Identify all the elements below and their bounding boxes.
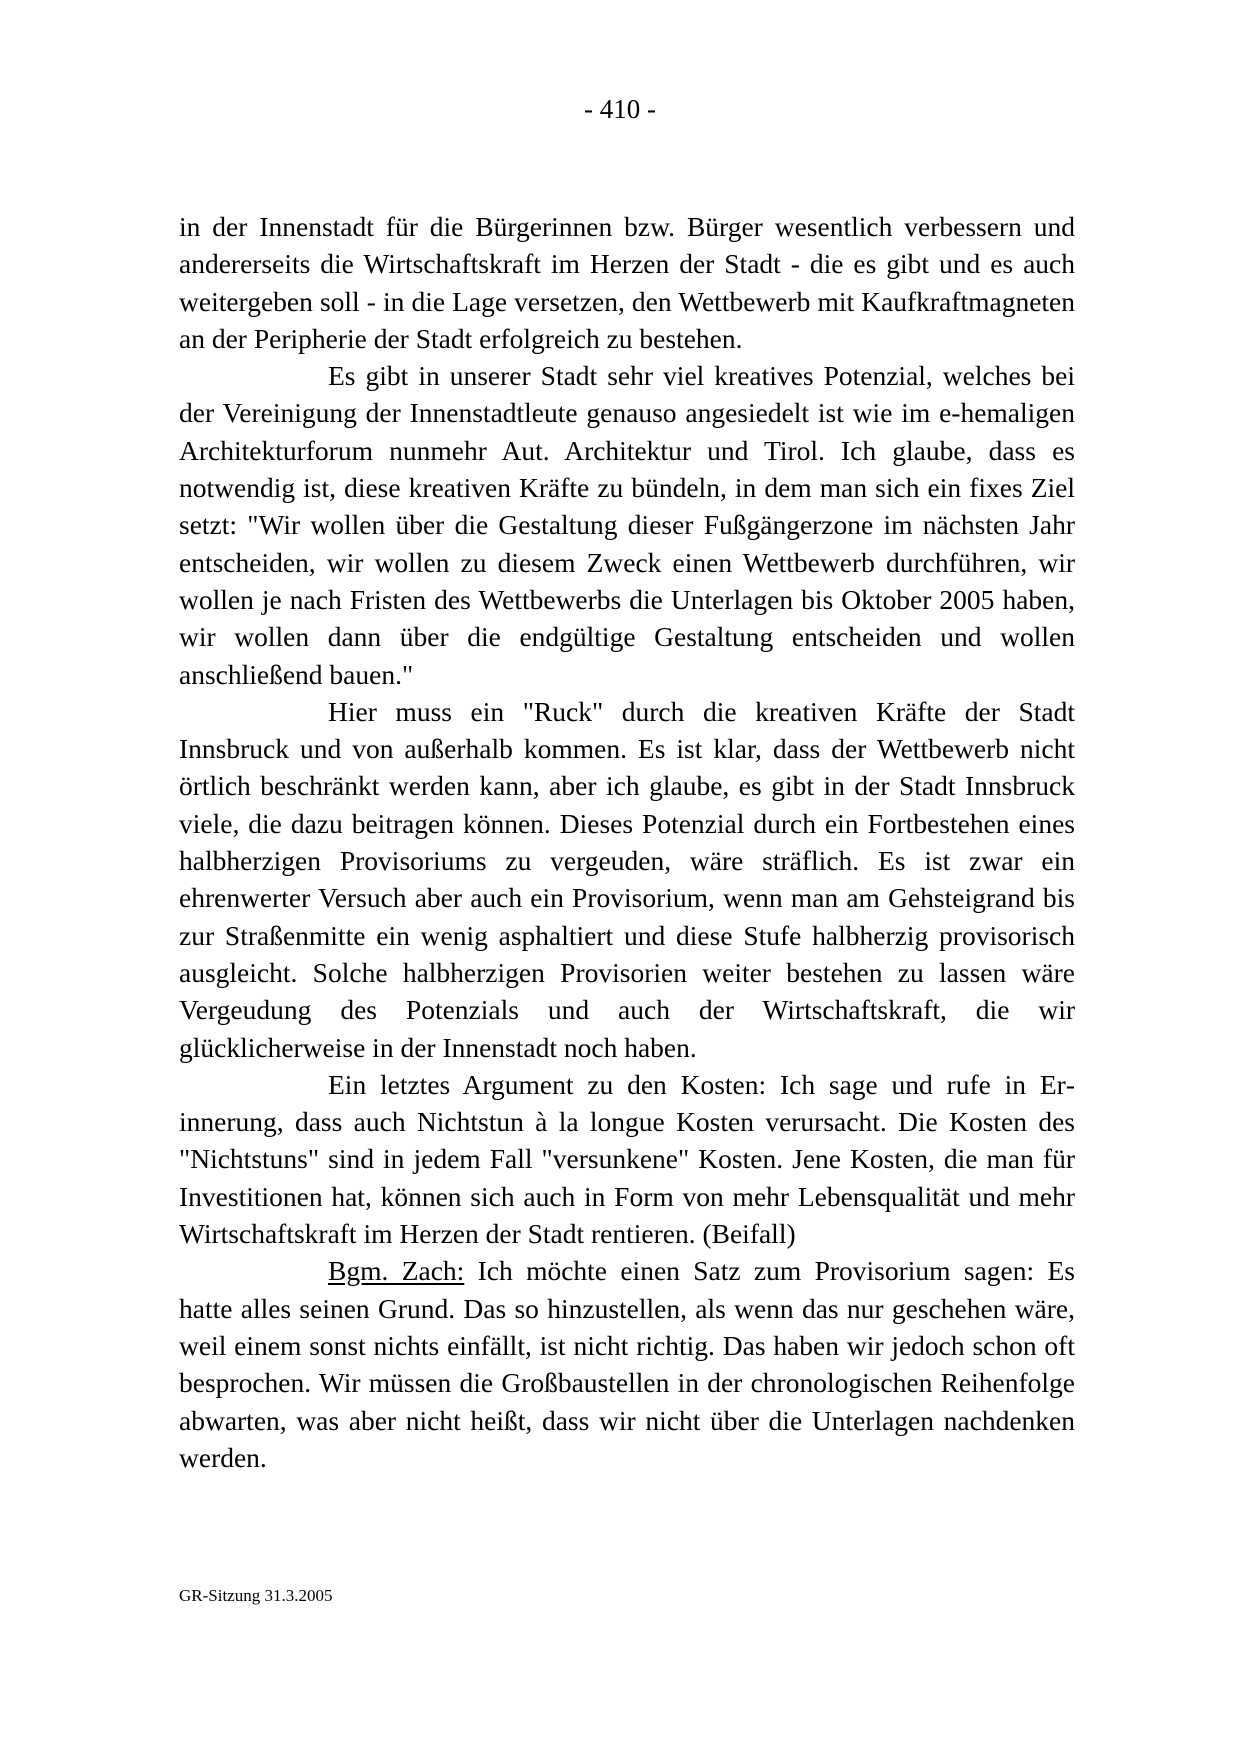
- paragraph-continuation: in der Innenstadt für die Bürgerinnen bzw. Bürger wesentlich verbessern und andererseits die Wirtschaftskraft im Herzen der Stadt - die es gibt und es auch weitergeben soll - in die Lage versetzen, den Wettbewerb mit Kaufkraftmagneten an der Peripherie der Stadt erfolgreich zu bestehen.: [179, 211, 1075, 354]
- paragraph-mayor-statement: [179, 1252, 1075, 1476]
- footer-session-date: GR-Sitzung 31.3.2005: [179, 1586, 333, 1605]
- speaker-name: Bgm. Zach:: [328, 1255, 465, 1287]
- paragraph-costs: Ein letztes Argument zu den Kosten: Ich sage und rufe in Erinnerung, dass auch Nichtstun à la longue Kosten verursacht. Die Kosten des "Nichtstuns" sind in jedem Fall "versunkene" Kosten. Jene Kosten, die man für Investitionen hat, können sich auch in Form von mehr Lebensqualität und mehr Wirtschaftskraft im Herzen der Stadt rentieren. (Beifall): [179, 1068, 1075, 1250]
- paragraph-creative-potential: Es gibt in unserer Stadt sehr viel kreatives Potenzial, welches bei der Vereinigung der Innenstadtleute genauso angesiedelt ist wie im e-hemaligen Architekturforum nunmehr Aut. Architektur und Tirol. Ich glaube, dass es notwendig ist, diese kreativen Kräfte zu bündeln, in dem man sich ein fixes Ziel setzt: "Wir wollen über die Gestaltung dieser Fußgängerzone im nächsten Jahr entscheiden, wir wollen zu diesem Zweck einen Wettbewerb durchführen, wir wollen je nach Fristen des Wettbewerbs die Unterlagen bis Oktober 2005 haben, wir wollen dann über die endgültige Gestaltung entscheiden und wollen anschließend bauen.": [179, 360, 1075, 690]
- speaker-text: Ich möchte einen Satz zum Provisorium sagen: Es hatte alles seinen Grund. Das so hinzustellen, als wenn das nur geschehen wäre, weil einem sonst nichts einfällt, ist nicht richtig. Das haben wir jedoch schon oft besprochen. Wir müssen die Großbaustellen in der chronologischen Reihenfolge abwarten, was aber nicht heißt, dass wir nicht über die Unterlagen nachdenken werden.: [179, 1255, 1075, 1473]
- page-number: - 410 -: [584, 94, 656, 124]
- paragraph-ruck: Hier muss ein "Ruck" durch die kreativen Kräfte der Stadt Innsbruck und von außerhalb kommen. Es ist klar, dass der Wettbewerb nicht örtlich beschränkt werden kann, aber ich glaube, es gibt in der Stadt Innsbruck viele, die dazu beitragen können. Dieses Potenzial durch ein Fortbestehen eines halbherzigen Provisoriums zu vergeuden, wäre sträflich. Es ist zwar ein ehrenwerter Versuch aber auch ein Provisorium, wenn man am Gehsteigrand bis zur Straßenmitte ein wenig asphaltiert und diese Stufe halbherzig provisorisch ausgleicht. Solche halbherzigen Provisorien weiter bestehen zu lassen wäre Vergeudung des Potenzials und auch der Wirtschaftskraft, die wir glücklicherweise in der Innenstadt noch haben.: [179, 695, 1075, 1063]
- body-text: [179, 208, 1075, 1476]
